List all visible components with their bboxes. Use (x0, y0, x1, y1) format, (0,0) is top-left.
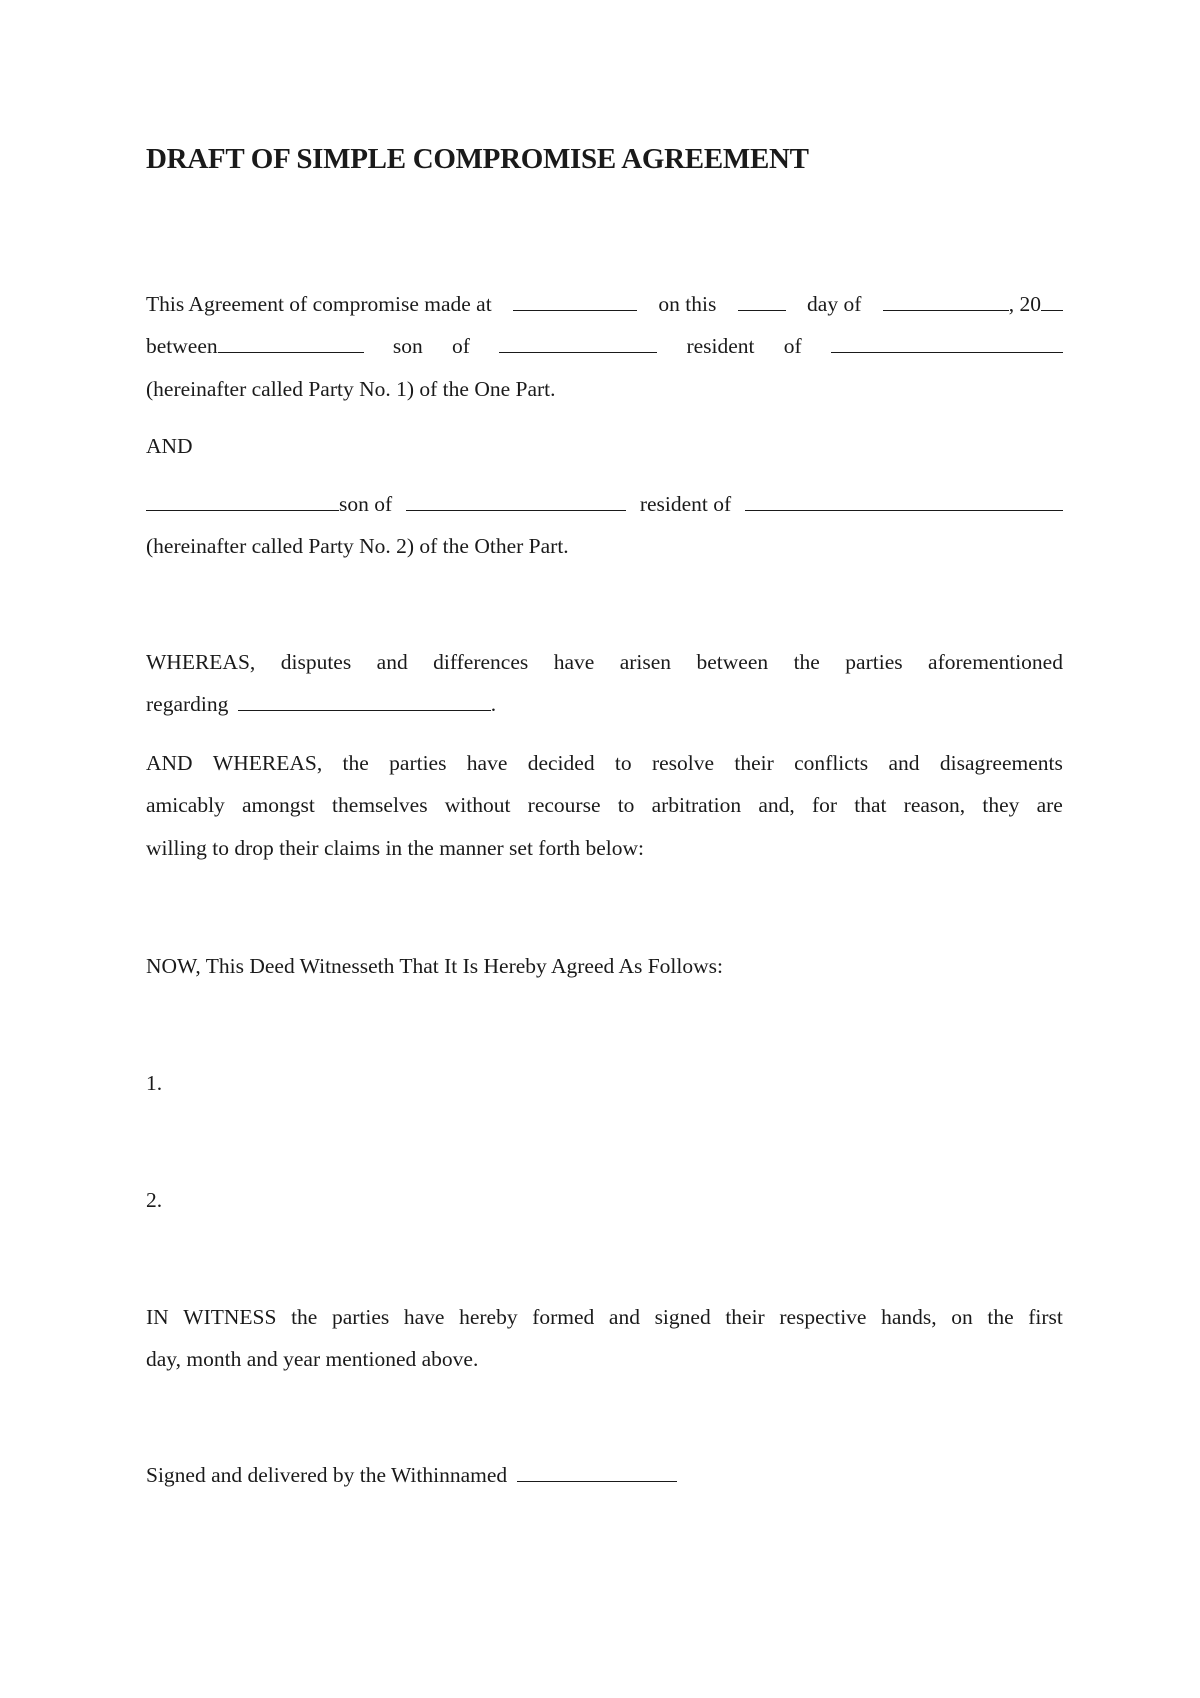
witness-word: formed (532, 1305, 595, 1329)
whereas-2-word: themselves (332, 793, 428, 817)
operative-clause: NOW, This Deed Witnesseth That It Is Hereby Agreed As Follows: (146, 954, 723, 978)
document-title: DRAFT OF SIMPLE COMPROMISE AGREEMENT (146, 143, 809, 175)
intro-text-of: of (452, 334, 470, 358)
month-blank[interactable] (883, 292, 1009, 311)
clause-item-2: 2. (146, 1188, 163, 1212)
agreement-intro-line-2 (146, 332, 1063, 360)
party1-residence-blank[interactable] (831, 334, 1063, 353)
whereas-1-word: have (553, 650, 595, 674)
year-blank[interactable] (1041, 292, 1063, 311)
witness-line-1 (146, 1303, 1063, 1331)
whereas-2-word: decided (527, 751, 595, 775)
intro-text-day-of: day of (807, 292, 862, 316)
whereas-1-word: aforementioned (928, 650, 1063, 674)
whereas-1-word: the (793, 650, 820, 674)
whereas-1-word: between (696, 650, 769, 674)
whereas-2-line-2 (146, 791, 1063, 819)
party2-name-group (146, 490, 392, 518)
dispute-subject-blank[interactable] (238, 692, 491, 711)
whereas-1-period: . (490, 692, 497, 716)
party1-name-blank[interactable] (218, 334, 364, 353)
intro-text-made-at: This Agreement of compromise made at (146, 292, 492, 316)
witness-word: hands, (881, 1305, 937, 1329)
witness-word: hereby (459, 1305, 518, 1329)
intro-text-son: son (392, 334, 423, 358)
whereas-1-word: disputes (280, 650, 352, 674)
whereas-1-line-1 (146, 648, 1063, 676)
month-year-group (883, 290, 1063, 318)
witness-word: their (725, 1305, 765, 1329)
party2-residence-blank[interactable] (745, 492, 1063, 511)
whereas-2-word: and (888, 751, 920, 775)
whereas-1-word: WHEREAS, (146, 650, 256, 674)
party2-line-1 (146, 490, 1063, 518)
party2-designation: (hereinafter called Party No. 2) of the Other Part. (146, 534, 569, 558)
party2-text-resident-of: resident of (639, 492, 732, 516)
whereas-1-word: arisen (619, 650, 672, 674)
whereas-2-word: parties (389, 751, 447, 775)
witness-word: parties (331, 1305, 390, 1329)
witness-word: the (987, 1305, 1014, 1329)
party2-name-blank[interactable] (146, 492, 339, 511)
whereas-2-word: amicably (146, 793, 225, 817)
whereas-1-regarding: regarding (146, 692, 229, 716)
clause-item-1: 1. (146, 1071, 163, 1095)
witness-word: and (608, 1305, 640, 1329)
whereas-2-word: their (734, 751, 774, 775)
intro-text-of-2: of (783, 334, 802, 358)
whereas-2-word: the (342, 751, 369, 775)
whereas-1-word: parties (845, 650, 903, 674)
whereas-1-line-2 (146, 690, 1063, 718)
whereas-2-word: to (617, 793, 635, 817)
place-blank[interactable] (513, 292, 637, 311)
whereas-2-word: WHEREAS, (212, 751, 323, 775)
witness-word: first (1028, 1305, 1063, 1329)
witness-word: the (291, 1305, 318, 1329)
party2-father-blank[interactable] (406, 492, 626, 511)
whereas-2-word: they (982, 793, 1020, 817)
whereas-2-word: reason, (903, 793, 966, 817)
whereas-2-word: are (1036, 793, 1063, 817)
intro-text-year-prefix: , 20 (1008, 292, 1041, 316)
party1-father-blank[interactable] (499, 334, 657, 353)
witness-word: signed (654, 1305, 711, 1329)
whereas-2-word: conflicts (794, 751, 869, 775)
whereas-2-word: without (444, 793, 511, 817)
whereas-2-line-3: willing to drop their claims in the manner set forth below: (146, 836, 644, 860)
witness-line-2: day, month and year mentioned above. (146, 1347, 479, 1371)
whereas-2-word: and, (758, 793, 795, 817)
witness-word: IN (146, 1305, 169, 1329)
signature-line (146, 1461, 1063, 1489)
intro-text-resident: resident (686, 334, 755, 358)
whereas-2-word: that (854, 793, 887, 817)
party2-text-son-of: son of (339, 492, 393, 516)
whereas-2-word: disagreements (939, 751, 1063, 775)
party1-name-group (146, 332, 364, 360)
witness-word: WITNESS (183, 1305, 277, 1329)
whereas-2-word: arbitration (651, 793, 742, 817)
whereas-1-word: differences (433, 650, 529, 674)
agreement-intro-line-1 (146, 290, 1063, 318)
whereas-2-word: recourse (527, 793, 601, 817)
whereas-1-word: and (376, 650, 408, 674)
day-blank[interactable] (738, 292, 786, 311)
whereas-2-word: amongst (242, 793, 315, 817)
witness-word: respective (779, 1305, 867, 1329)
whereas-2-word: resolve (651, 751, 715, 775)
witness-word: on (951, 1305, 973, 1329)
whereas-2-word: have (466, 751, 508, 775)
and-separator: AND (146, 434, 193, 458)
whereas-2-word: AND (146, 751, 193, 775)
whereas-2-word: to (614, 751, 632, 775)
whereas-2-word: for (811, 793, 838, 817)
signature-text: Signed and delivered by the Withinnamed (146, 1463, 508, 1487)
intro-text-on-this: on this (658, 292, 717, 316)
signatory-blank[interactable] (517, 1463, 677, 1482)
witness-word: have (403, 1305, 445, 1329)
party1-designation: (hereinafter called Party No. 1) of the One Part. (146, 377, 556, 401)
whereas-2-line-1 (146, 749, 1063, 777)
intro-text-between: between (146, 334, 218, 358)
